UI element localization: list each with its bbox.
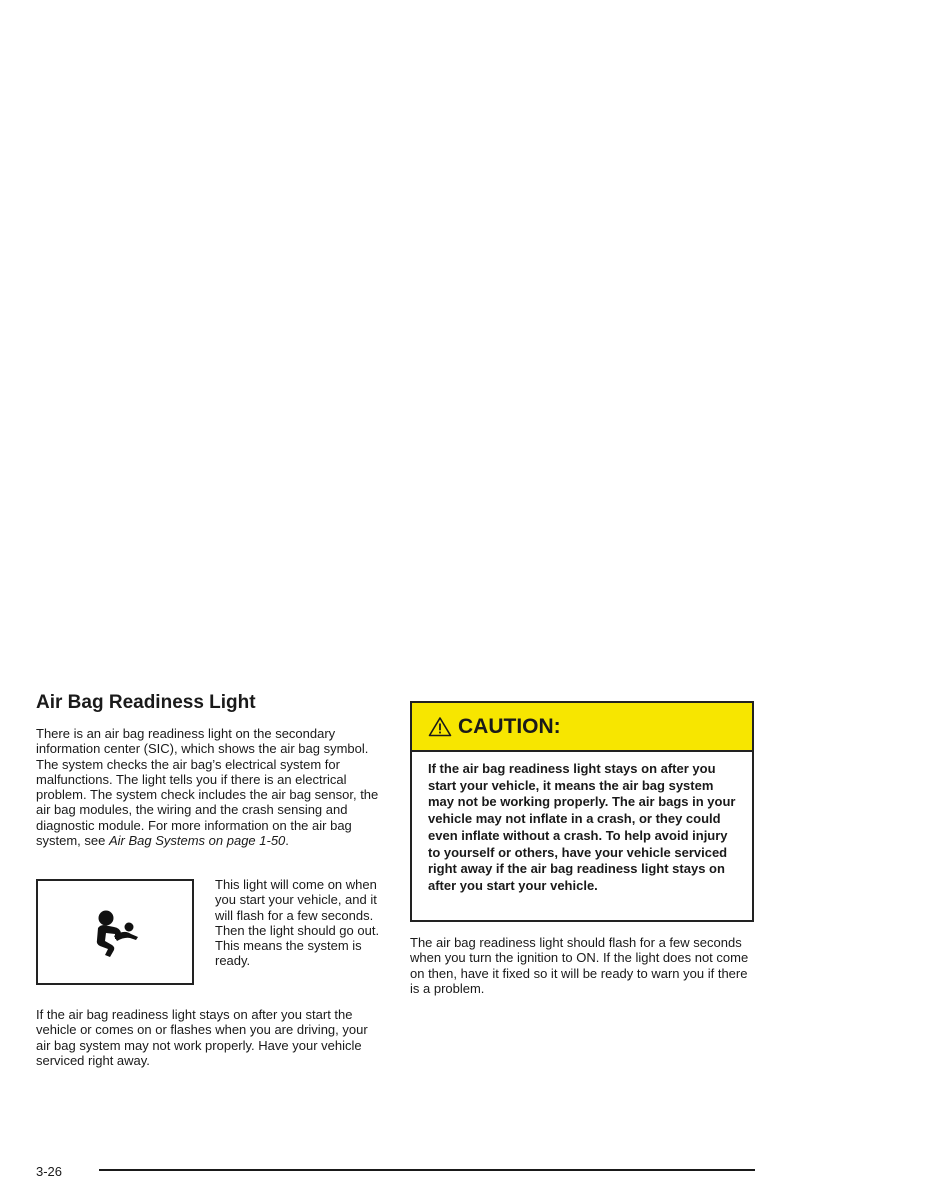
intro-reference: Air Bag Systems on page 1-50 (108, 833, 286, 849)
warning-triangle-icon (428, 716, 452, 737)
symbol-caption: This light will come on when you start your vehicle, and it will flash for a few seconds. Then the light should go out. This means the system is ready. (215, 877, 380, 969)
footer-rule (99, 1169, 755, 1171)
after-paragraph: If the air bag readiness light stays on after you start the vehicle or comes on or flashes when you are driving, your air bag system may not work properly. Have your vehicle serviced right away. (36, 1007, 368, 1068)
air-bag-person-icon (94, 909, 142, 959)
air-bag-symbol-box (36, 879, 194, 985)
caution-header (412, 703, 752, 752)
caution-box (410, 701, 754, 922)
page-number: 3-26 (36, 1164, 63, 1179)
intro-text: There is an air bag readiness light on the secondary information center (SIC), which shows the air bag symbol. The system checks the air bag’s electrical system for malfunctions. The light tells you if there is an electrical problem. The system check includes the air bag sensor, the air bag modules, the wiring and the crash sensing and diagnostic module. For more information on the air bag system, see (36, 726, 379, 849)
caution-body: If the air bag readiness light stays on after you start your vehicle, it means the air bag system may not be working properly. The air bags in your vehicle may not inflate in a crash, or they could even inflate without a crash. To help avoid injury to yourself or others, have your vehicle serviced right away if the air bag readiness light stays on after you start your vehicle. (428, 761, 736, 893)
intro-end: . (285, 833, 289, 849)
caution-label: CAUTION: (458, 714, 561, 738)
flash-paragraph: The air bag readiness light should flash for a few seconds when you turn the ignition to ON. If the light does not come on then, have it fixed so it will be ready to warn you if there is a problem. (410, 935, 749, 996)
section-heading: Air Bag Readiness Light (36, 692, 256, 713)
intro-paragraph (36, 726, 382, 848)
